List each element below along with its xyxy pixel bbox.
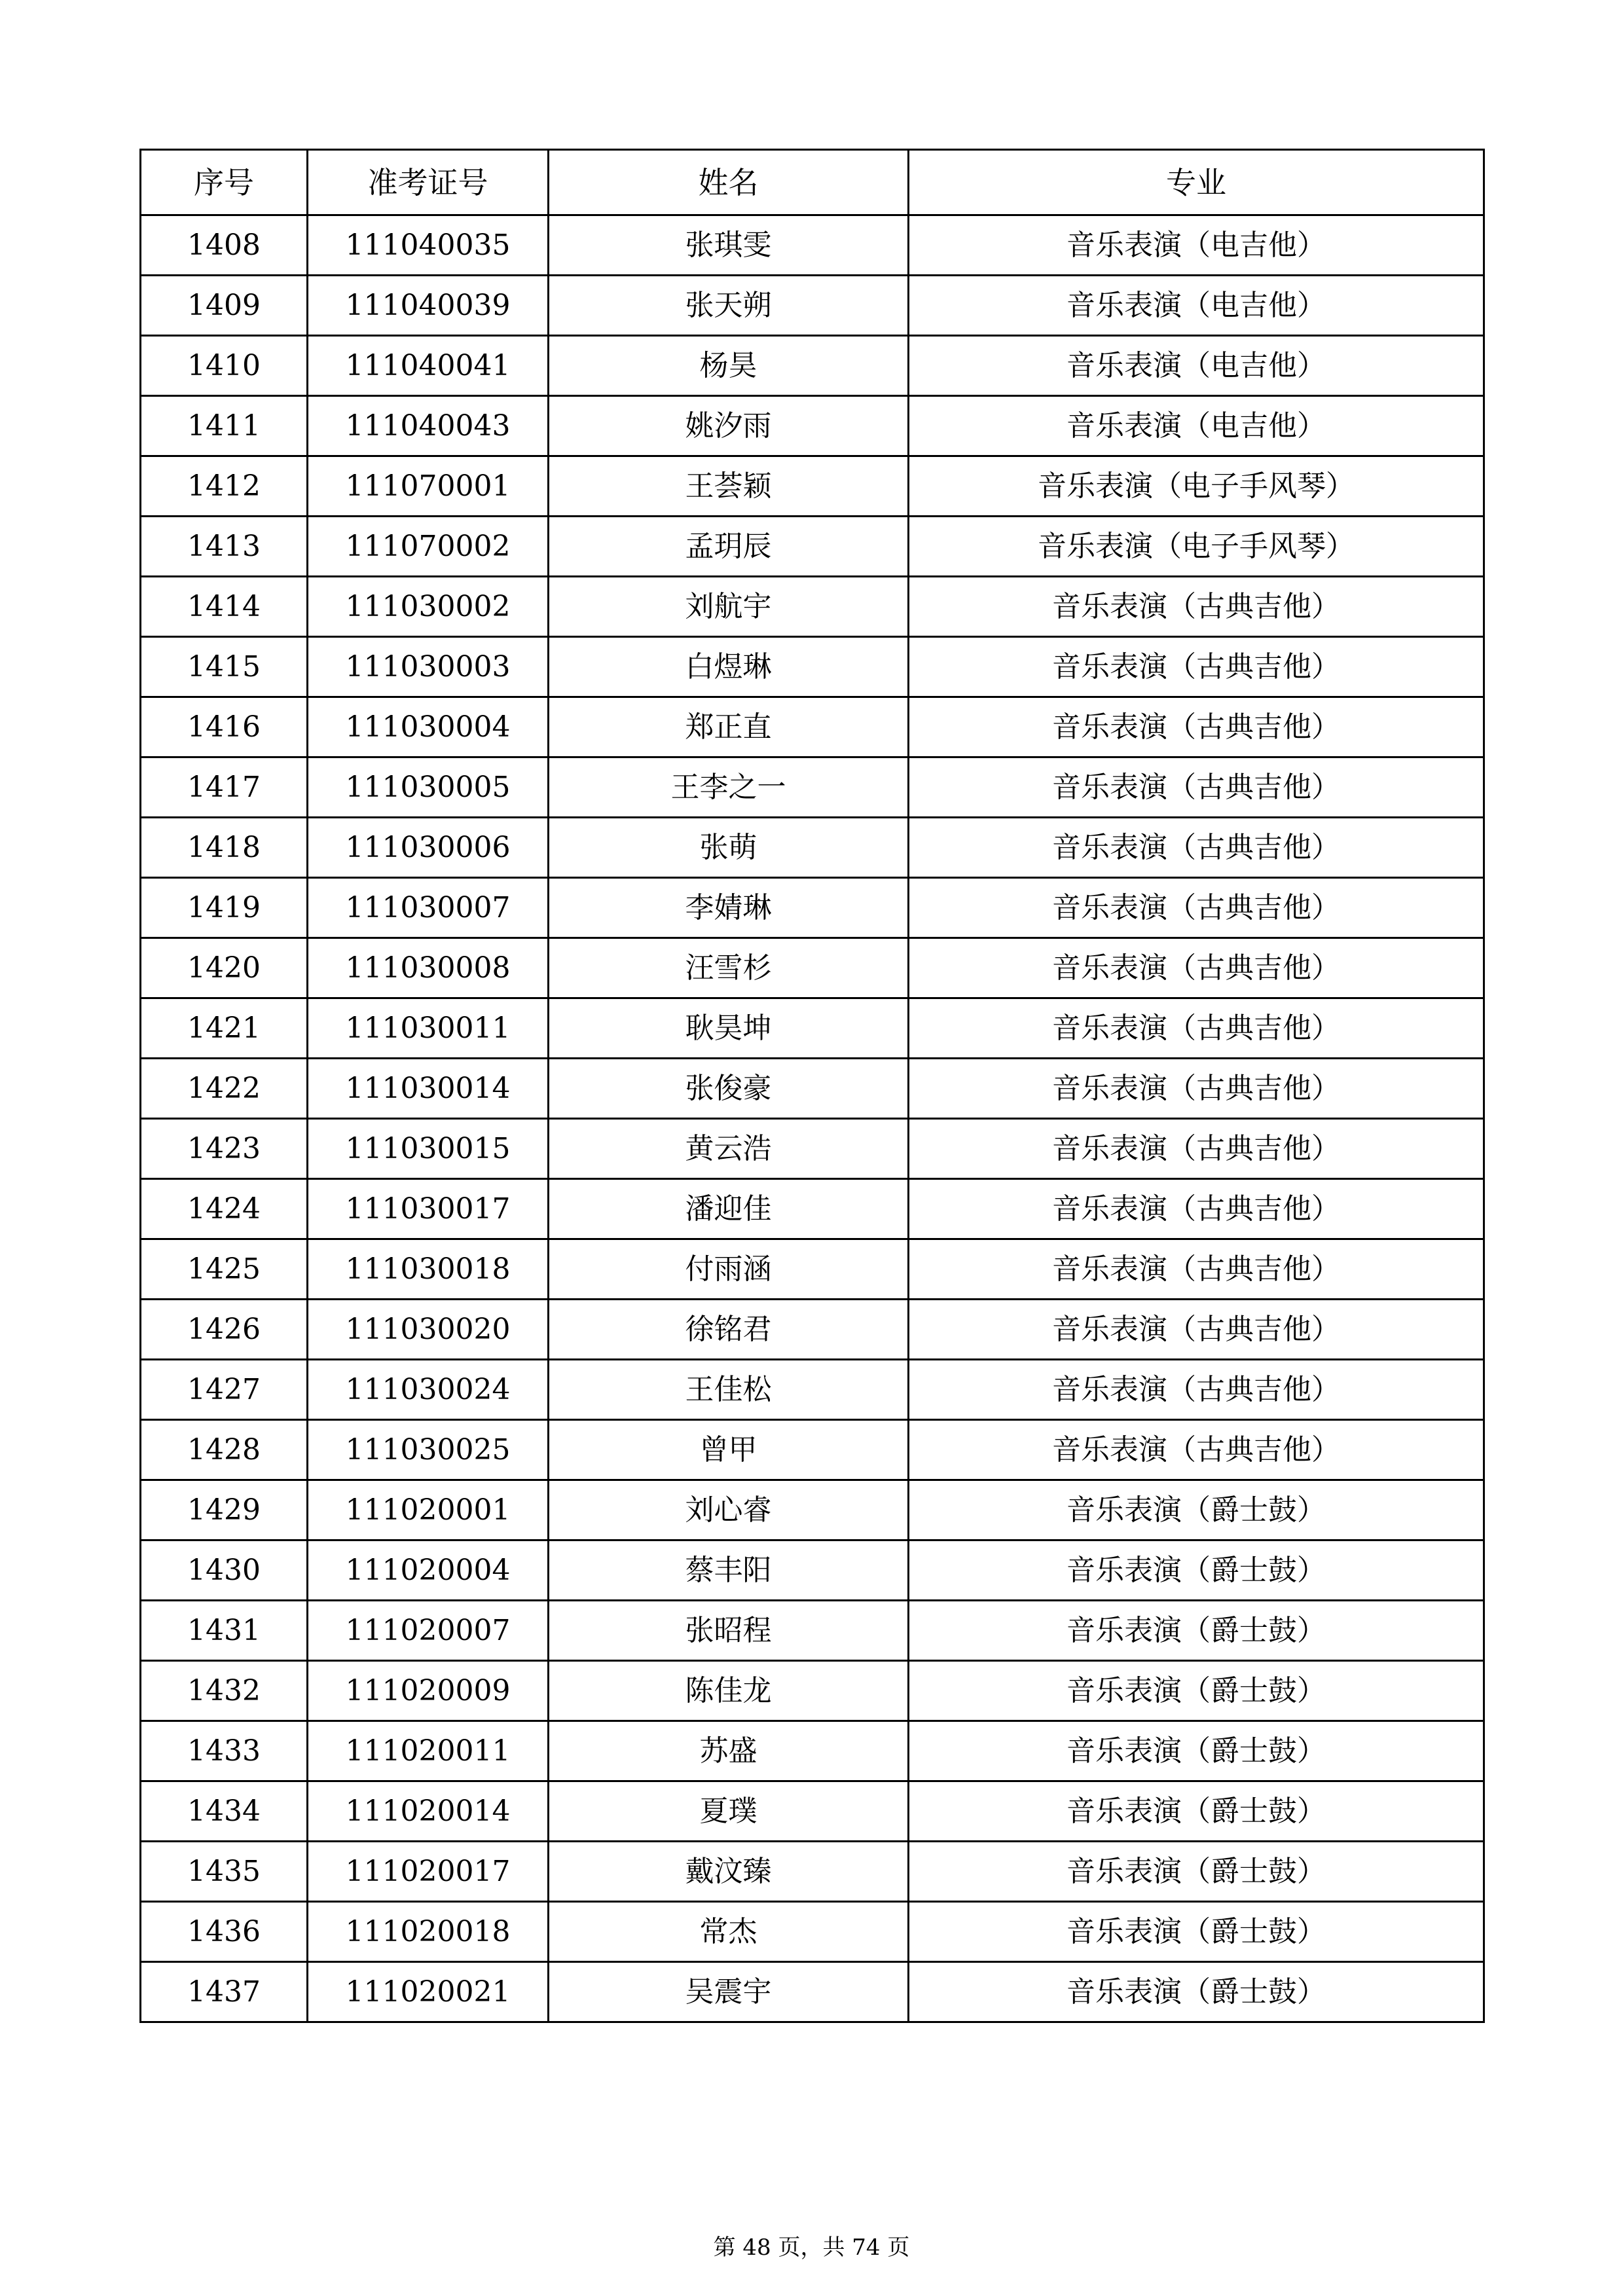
table-header: [141, 150, 1484, 215]
cell-major: 音乐表演（古典吉他）: [909, 1300, 1484, 1360]
cell-major: 音乐表演（古典吉他）: [909, 1119, 1484, 1179]
cell-serial-number: 1412: [141, 456, 308, 517]
cell-name: 刘航宇: [549, 577, 909, 637]
table-row: [141, 396, 1484, 456]
header-major: 专业: [909, 150, 1484, 215]
cell-name: 徐铭君: [549, 1300, 909, 1360]
cell-name: 潘迎佳: [549, 1179, 909, 1239]
cell-name: 常杰: [549, 1902, 909, 1962]
cell-exam-ticket-number: 111030008: [308, 938, 549, 998]
cell-exam-ticket-number: 111020018: [308, 1902, 549, 1962]
cell-exam-ticket-number: 111030002: [308, 577, 549, 637]
cell-serial-number: 1413: [141, 517, 308, 577]
table-row: [141, 1781, 1484, 1842]
cell-name: 陈佳龙: [549, 1661, 909, 1721]
cell-major: 音乐表演（古典吉他）: [909, 697, 1484, 757]
cell-major: 音乐表演（爵士鼓）: [909, 1601, 1484, 1661]
cell-exam-ticket-number: 111030003: [308, 637, 549, 697]
table-row: [141, 1721, 1484, 1781]
cell-serial-number: 1410: [141, 336, 308, 396]
table-row: [141, 1962, 1484, 2022]
cell-exam-ticket-number: 111020009: [308, 1661, 549, 1721]
cell-major: 音乐表演（古典吉他）: [909, 1360, 1484, 1420]
cell-exam-ticket-number: 111030014: [308, 1059, 549, 1119]
cell-serial-number: 1423: [141, 1119, 308, 1179]
cell-serial-number: 1414: [141, 577, 308, 637]
table-body: [141, 215, 1484, 2022]
admission-table: [139, 149, 1485, 2023]
cell-name: 黄云浩: [549, 1119, 909, 1179]
cell-major: 音乐表演（古典吉他）: [909, 577, 1484, 637]
cell-major: 音乐表演（电吉他）: [909, 396, 1484, 456]
table-row: [141, 1601, 1484, 1661]
header-name: 姓名: [549, 150, 909, 215]
table-row: [141, 818, 1484, 878]
cell-name: 耿昊坤: [549, 998, 909, 1059]
cell-major: 音乐表演（古典吉他）: [909, 998, 1484, 1059]
table-row: [141, 878, 1484, 938]
table-row: [141, 276, 1484, 336]
cell-serial-number: 1429: [141, 1480, 308, 1540]
table-row: [141, 1239, 1484, 1300]
cell-exam-ticket-number: 111030024: [308, 1360, 549, 1420]
cell-name: 杨昊: [549, 336, 909, 396]
cell-major: 音乐表演（古典吉他）: [909, 938, 1484, 998]
cell-serial-number: 1428: [141, 1420, 308, 1480]
cell-serial-number: 1418: [141, 818, 308, 878]
cell-serial-number: 1416: [141, 697, 308, 757]
cell-exam-ticket-number: 111020007: [308, 1601, 549, 1661]
cell-name: 曾甲: [549, 1420, 909, 1480]
cell-name: 白煜琳: [549, 637, 909, 697]
cell-name: 张俊豪: [549, 1059, 909, 1119]
table-row: [141, 456, 1484, 517]
cell-exam-ticket-number: 111030025: [308, 1420, 549, 1480]
cell-major: 音乐表演（古典吉他）: [909, 637, 1484, 697]
table-row: [141, 637, 1484, 697]
cell-serial-number: 1436: [141, 1902, 308, 1962]
cell-serial-number: 1425: [141, 1239, 308, 1300]
table-row: [141, 757, 1484, 818]
table-row: [141, 1842, 1484, 1902]
cell-name: 张天朔: [549, 276, 909, 336]
table-row: [141, 1420, 1484, 1480]
cell-major: 音乐表演（古典吉他）: [909, 818, 1484, 878]
header-row: [141, 150, 1484, 215]
cell-serial-number: 1417: [141, 757, 308, 818]
cell-major: 音乐表演（古典吉他）: [909, 878, 1484, 938]
cell-major: 音乐表演（爵士鼓）: [909, 1962, 1484, 2022]
page-footer: 第 48 页，共 74 页: [713, 2234, 910, 2261]
table-row: [141, 336, 1484, 396]
cell-exam-ticket-number: 111070002: [308, 517, 549, 577]
cell-serial-number: 1419: [141, 878, 308, 938]
cell-major: 音乐表演（电子手风琴）: [909, 456, 1484, 517]
cell-name: 王荟颖: [549, 456, 909, 517]
cell-major: 音乐表演（古典吉他）: [909, 757, 1484, 818]
cell-name: 郑正直: [549, 697, 909, 757]
cell-exam-ticket-number: 111020017: [308, 1842, 549, 1902]
table-row: [141, 1480, 1484, 1540]
cell-exam-ticket-number: 111030015: [308, 1119, 549, 1179]
cell-exam-ticket-number: 111040041: [308, 336, 549, 396]
cell-serial-number: 1424: [141, 1179, 308, 1239]
cell-name: 姚汐雨: [549, 396, 909, 456]
cell-exam-ticket-number: 111020011: [308, 1721, 549, 1781]
cell-serial-number: 1432: [141, 1661, 308, 1721]
cell-name: 张萌: [549, 818, 909, 878]
cell-exam-ticket-number: 111040039: [308, 276, 549, 336]
cell-exam-ticket-number: 111020004: [308, 1540, 549, 1601]
cell-serial-number: 1430: [141, 1540, 308, 1601]
table-row: [141, 938, 1484, 998]
cell-exam-ticket-number: 111030006: [308, 818, 549, 878]
cell-exam-ticket-number: 111030011: [308, 998, 549, 1059]
table-row: [141, 1360, 1484, 1420]
cell-major: 音乐表演（古典吉他）: [909, 1059, 1484, 1119]
cell-major: 音乐表演（爵士鼓）: [909, 1540, 1484, 1601]
cell-serial-number: 1435: [141, 1842, 308, 1902]
cell-major: 音乐表演（爵士鼓）: [909, 1781, 1484, 1842]
header-serial-number: 序号: [141, 150, 308, 215]
cell-serial-number: 1434: [141, 1781, 308, 1842]
cell-name: 蔡丰阳: [549, 1540, 909, 1601]
table-row: [141, 1059, 1484, 1119]
cell-exam-ticket-number: 111030020: [308, 1300, 549, 1360]
cell-serial-number: 1411: [141, 396, 308, 456]
cell-major: 音乐表演（电子手风琴）: [909, 517, 1484, 577]
cell-serial-number: 1437: [141, 1962, 308, 2022]
cell-major: 音乐表演（爵士鼓）: [909, 1902, 1484, 1962]
cell-major: 音乐表演（电吉他）: [909, 336, 1484, 396]
cell-name: 戴汶臻: [549, 1842, 909, 1902]
cell-serial-number: 1427: [141, 1360, 308, 1420]
table-row: [141, 1300, 1484, 1360]
cell-exam-ticket-number: 111030005: [308, 757, 549, 818]
cell-serial-number: 1431: [141, 1601, 308, 1661]
cell-name: 付雨涵: [549, 1239, 909, 1300]
cell-major: 音乐表演（爵士鼓）: [909, 1480, 1484, 1540]
cell-exam-ticket-number: 111030007: [308, 878, 549, 938]
cell-exam-ticket-number: 111040035: [308, 215, 549, 276]
cell-major: 音乐表演（爵士鼓）: [909, 1661, 1484, 1721]
cell-name: 汪雪杉: [549, 938, 909, 998]
cell-exam-ticket-number: 111020014: [308, 1781, 549, 1842]
cell-name: 夏璞: [549, 1781, 909, 1842]
cell-exam-ticket-number: 111020001: [308, 1480, 549, 1540]
cell-name: 李婧琳: [549, 878, 909, 938]
table-row: [141, 1902, 1484, 1962]
cell-name: 吴震宇: [549, 1962, 909, 2022]
table-row: [141, 1119, 1484, 1179]
cell-major: 音乐表演（电吉他）: [909, 215, 1484, 276]
table-row: [141, 1540, 1484, 1601]
cell-exam-ticket-number: 111030017: [308, 1179, 549, 1239]
table-row: [141, 998, 1484, 1059]
cell-serial-number: 1426: [141, 1300, 308, 1360]
cell-serial-number: 1408: [141, 215, 308, 276]
table-row: [141, 215, 1484, 276]
table-row: [141, 1661, 1484, 1721]
cell-serial-number: 1415: [141, 637, 308, 697]
table-row: [141, 697, 1484, 757]
cell-name: 王佳松: [549, 1360, 909, 1420]
cell-major: 音乐表演（古典吉他）: [909, 1239, 1484, 1300]
cell-serial-number: 1422: [141, 1059, 308, 1119]
cell-serial-number: 1409: [141, 276, 308, 336]
cell-exam-ticket-number: 111040043: [308, 396, 549, 456]
cell-exam-ticket-number: 111020021: [308, 1962, 549, 2022]
cell-name: 苏盛: [549, 1721, 909, 1781]
cell-major: 音乐表演（爵士鼓）: [909, 1842, 1484, 1902]
cell-serial-number: 1433: [141, 1721, 308, 1781]
cell-major: 音乐表演（电吉他）: [909, 276, 1484, 336]
cell-exam-ticket-number: 111070001: [308, 456, 549, 517]
table-row: [141, 577, 1484, 637]
cell-exam-ticket-number: 111030004: [308, 697, 549, 757]
header-exam-ticket-number: 准考证号: [308, 150, 549, 215]
cell-name: 王李之一: [549, 757, 909, 818]
cell-name: 孟玥辰: [549, 517, 909, 577]
cell-serial-number: 1421: [141, 998, 308, 1059]
table-row: [141, 1179, 1484, 1239]
cell-major: 音乐表演（古典吉他）: [909, 1179, 1484, 1239]
cell-serial-number: 1420: [141, 938, 308, 998]
cell-major: 音乐表演（爵士鼓）: [909, 1721, 1484, 1781]
table-row: [141, 517, 1484, 577]
cell-name: 张昭程: [549, 1601, 909, 1661]
cell-exam-ticket-number: 111030018: [308, 1239, 549, 1300]
cell-name: 刘心睿: [549, 1480, 909, 1540]
cell-name: 张琪雯: [549, 215, 909, 276]
cell-major: 音乐表演（古典吉他）: [909, 1420, 1484, 1480]
